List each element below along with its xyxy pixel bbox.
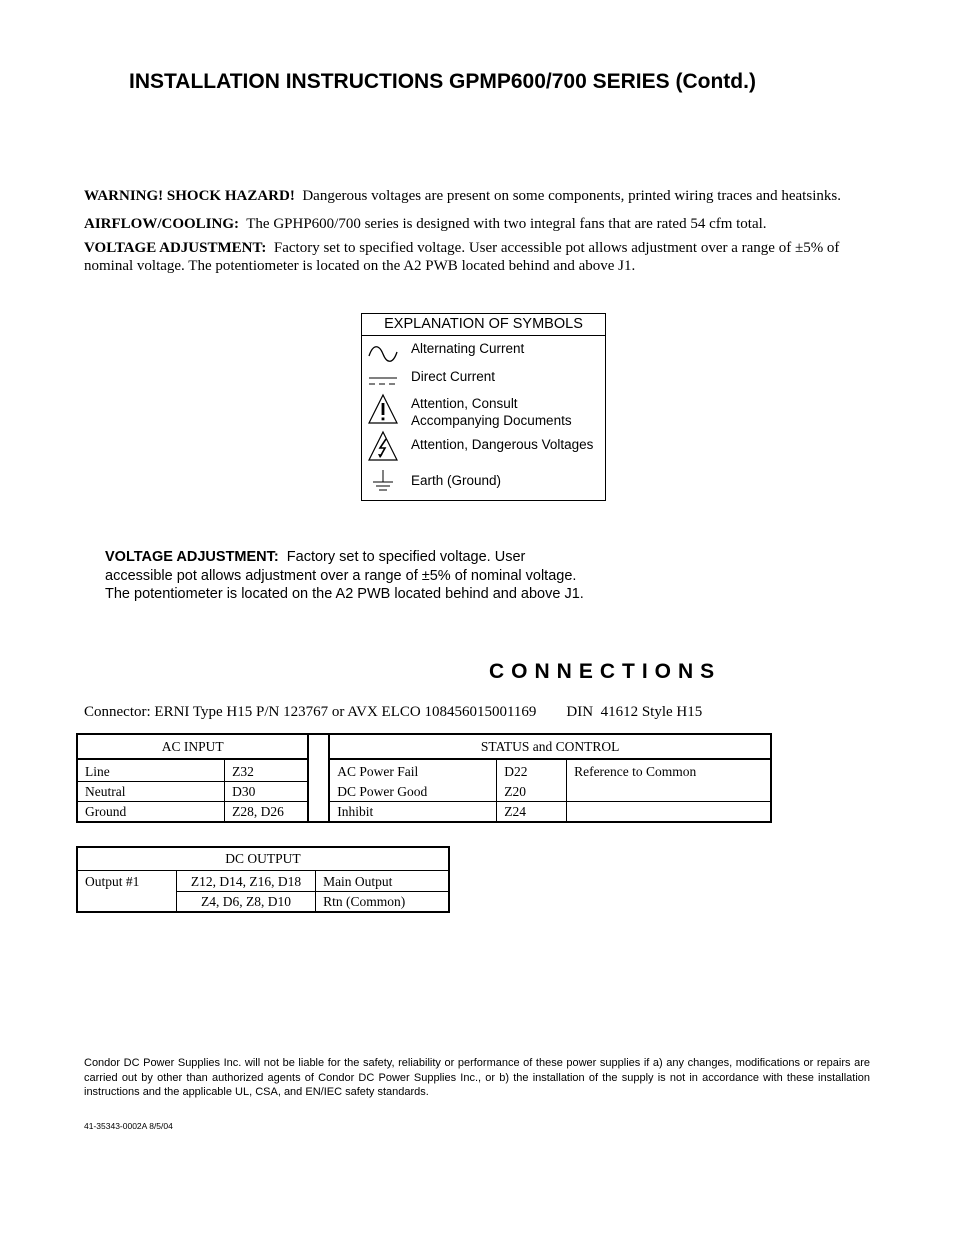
voltage-adjustment-paragraph bbox=[84, 239, 874, 275]
symbol-label-dc: Direct Current bbox=[411, 369, 496, 384]
dc-output-label: Output #1 bbox=[77, 871, 177, 913]
status-control-heading: STATUS and CONTROL bbox=[329, 734, 771, 759]
symbol-row-dc bbox=[362, 364, 605, 392]
liability-disclaimer: Condor DC Power Supplies Inc. will not be liable for the safety, reliability or performance of these power supplies if a) any changes, modifications or repairs are carried out by other than authorized agents of Condor DC Power Supplies Inc., or b) the installation of the supply is not in accordance with these installation instructions and the applicable UL, CSA, and EN/IEC safety standards. bbox=[84, 1057, 870, 1098]
dc-output-heading: DC OUTPUT bbox=[77, 847, 449, 871]
connections-table bbox=[76, 733, 772, 823]
dc-output-table bbox=[76, 846, 450, 913]
connections-heading: CONNECTIONS bbox=[489, 660, 722, 683]
symbol-row-attention bbox=[362, 393, 605, 433]
ac-input-pin: Z28, D26 bbox=[225, 802, 309, 823]
symbols-legend bbox=[361, 313, 606, 501]
voltage-adjustment-2-line1: Factory set to specified voltage. User bbox=[286, 549, 526, 565]
voltage-adjustment-label: VOLTAGE ADJUSTMENT: bbox=[84, 240, 267, 256]
warning-text: Dangerous voltages are present on some components, printed wiring traces and heatsinks. bbox=[302, 188, 841, 204]
dc-output-function: Main Output bbox=[316, 871, 449, 892]
dc-output-pins: Z4, D6, Z8, D10 bbox=[177, 892, 316, 913]
status-name: AC Power Fail bbox=[329, 759, 496, 782]
dangerous-voltage-icon bbox=[367, 430, 399, 462]
symbol-row-ground bbox=[362, 468, 605, 500]
connector-spec: Connector: ERNI Type H15 P/N 123767 or AVX ELCO 108456015001169 DIN 41612 Style H15 bbox=[84, 704, 703, 720]
earth-ground-icon bbox=[367, 468, 399, 500]
ac-input-pin: D30 bbox=[225, 782, 309, 802]
voltage-adjustment-text: Factory set to specified voltage. User accessible pot allows adjustment over a range of ±5% of nominal voltage. The potentiometer is located on the A2 PWB located behind and above J1. bbox=[84, 240, 840, 274]
symbol-label-ground: Earth (Ground) bbox=[411, 473, 502, 488]
page-title: INSTALLATION INSTRUCTIONS GPMP600/700 SERIES (Contd.) bbox=[129, 70, 756, 93]
status-note: Reference to Common bbox=[567, 759, 771, 802]
symbols-heading: EXPLANATION OF SYMBOLS bbox=[362, 314, 605, 336]
symbol-label-attention: Attention, Consult Accompanying Documents bbox=[411, 396, 572, 428]
airflow-label: AIRFLOW/COOLING: bbox=[84, 216, 240, 232]
warning-paragraph bbox=[84, 187, 884, 205]
symbol-row-dangerous-voltage bbox=[362, 434, 605, 468]
symbol-row-ac bbox=[362, 336, 605, 364]
symbol-label-dangerous-voltage: Attention, Dangerous Voltages bbox=[411, 437, 594, 452]
status-pin: D22 bbox=[497, 759, 567, 782]
ac-input-name: Line bbox=[77, 759, 225, 782]
voltage-adjustment-note bbox=[105, 548, 645, 604]
ac-input-name: Ground bbox=[77, 802, 225, 823]
status-name: Inhibit bbox=[329, 802, 496, 823]
symbol-label-ac: Alternating Current bbox=[411, 341, 525, 356]
voltage-adjustment-2-line3: The potentiometer is located on the A2 PWB located behind and above J1. bbox=[105, 586, 584, 602]
table-spacer bbox=[308, 734, 329, 822]
status-note bbox=[567, 802, 771, 823]
status-pin: Z20 bbox=[497, 782, 567, 802]
voltage-adjustment-2-label: VOLTAGE ADJUSTMENT: bbox=[105, 549, 279, 565]
ac-input-pin: Z32 bbox=[225, 759, 309, 782]
ac-input-name: Neutral bbox=[77, 782, 225, 802]
document-number: 41-35343-0002A 8/5/04 bbox=[84, 1121, 173, 1131]
dc-output-pins: Z12, D14, Z16, D18 bbox=[177, 871, 316, 892]
warning-label: WARNING! SHOCK HAZARD! bbox=[84, 188, 295, 204]
attention-exclamation-icon bbox=[367, 393, 399, 425]
status-name: DC Power Good bbox=[329, 782, 496, 802]
dc-output-function: Rtn (Common) bbox=[316, 892, 449, 913]
status-pin: Z24 bbox=[497, 802, 567, 823]
voltage-adjustment-2-line2: accessible pot allows adjustment over a range of ±5% of nominal voltage. bbox=[105, 567, 577, 584]
ac-input-heading: AC INPUT bbox=[77, 734, 308, 759]
airflow-paragraph bbox=[84, 215, 884, 233]
airflow-text: The GPHP600/700 series is designed with two integral fans that are rated 54 cfm total. bbox=[246, 216, 767, 232]
